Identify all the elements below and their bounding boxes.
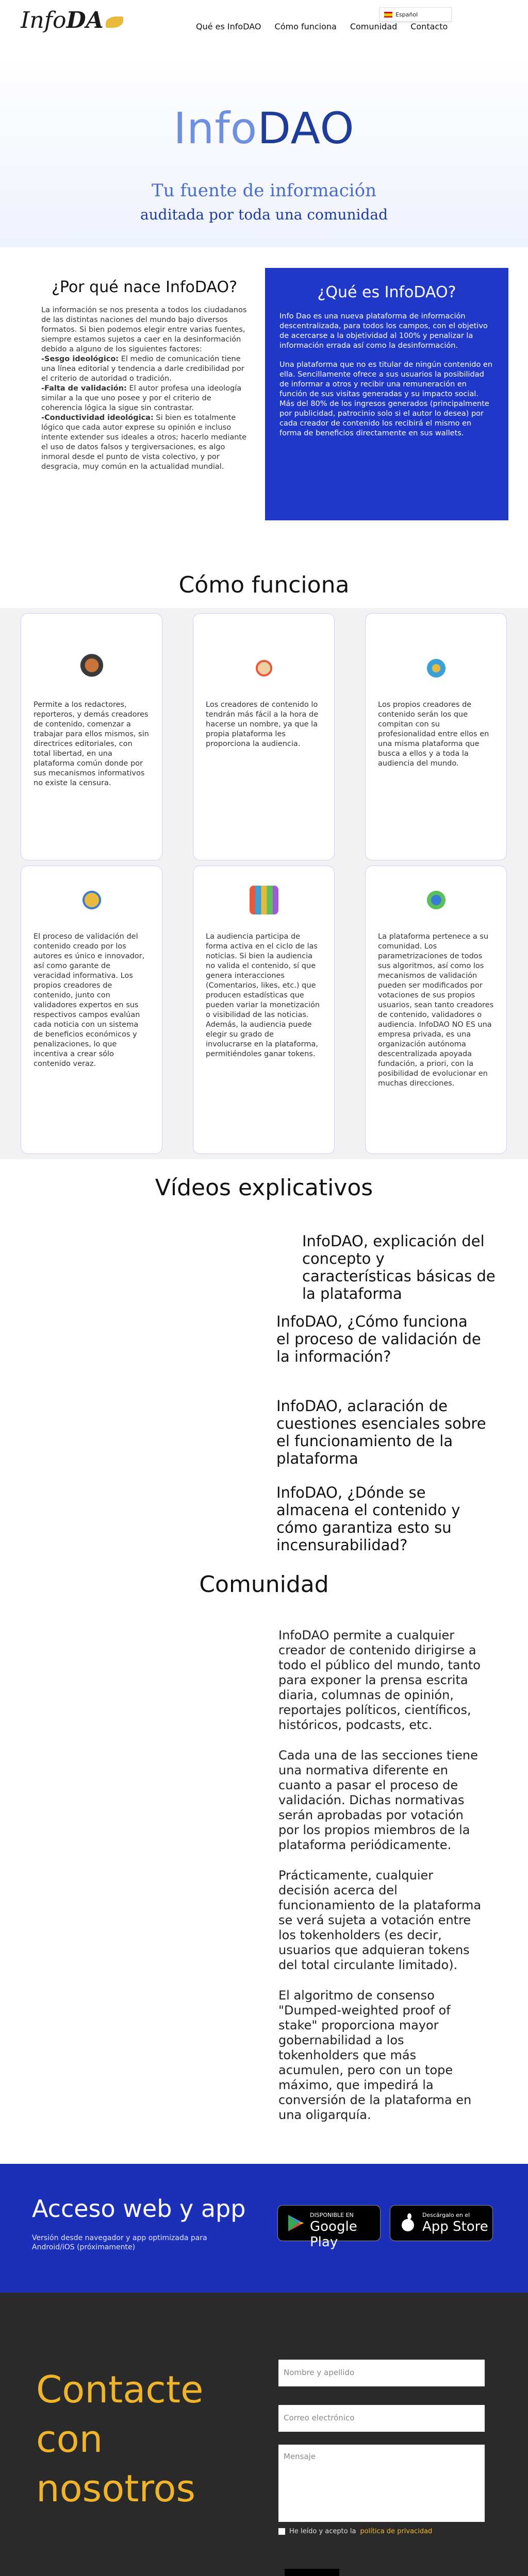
hero-title-dao: DAO	[257, 103, 355, 154]
message-input[interactable]: Mensaje	[278, 2445, 485, 2522]
why-factor-2	[41, 384, 248, 413]
factor-2-head: -Falta de validación:	[41, 384, 127, 393]
contact-title-line-1: Contacte	[36, 2368, 204, 2411]
network-icon	[422, 654, 451, 683]
community-title: Comunidad	[199, 1571, 329, 1598]
nav-item-que-es[interactable]: Qué es InfoDAO	[196, 22, 261, 31]
community-icon	[422, 886, 451, 914]
video-item-3[interactable]: InfoDAO, aclaración de cuestiones esenciales sobre el funcionamiento de la plataforma	[276, 1397, 486, 1467]
community-paragraph: InfoDAO permite a cualquier creador de contenido dirigirse a todo el público del mundo, tanto para exponer la prensa escrita diaria, columnas de opinión, reportajes políticos, científicos, históricos, podcasts, etc.	[278, 1628, 481, 1732]
community-paragraph: Cada una de las secciones tiene una normativa diferente en cuanto a pasar el proceso de validación. Dichas normativas serán aprobadas por votación por los propios miembros de la plataforma periódicamente.	[278, 1748, 478, 1852]
celebration-icon	[250, 654, 278, 683]
spain-flag-icon	[384, 12, 392, 18]
app-store-label: App Store	[422, 2219, 488, 2234]
logo-text-dao: DA	[66, 7, 104, 33]
google-play-icon	[285, 2213, 306, 2233]
name-input[interactable]: Nombre y apellido	[278, 2360, 485, 2386]
how-card	[21, 866, 162, 1154]
factor-3-text: Si bien es totalmente lógico que cada autor exprese su opinión e incluso intente extender sus ideales a otros; hacerlo mediante el uso de datos falsos y tergiversaciones, es algo inmoral desde el punto de vista colectivo, y por desgracia, muy común en la actualidad mundial.	[41, 414, 247, 471]
header	[0, 0, 528, 52]
why-intro: La información se nos presenta a todos los ciudadanos de las distintas naciones del mundo bajo diversos formatos. Si bien podemos elegir entre varias fuentes, siempre estamos sujetos a caer en la desinformación debido a alguno de los siguientes factores:	[41, 306, 247, 353]
community-paragraph: El algoritmo de consenso "Dumped-weighted proof of stake" proporciona mayor gobernabilidad a los tokenholders que más acumulen, pero con un tope máximo, que impedirá la conversión de la plataforma en una oligarquía.	[278, 1988, 472, 2122]
how-card-text: Permite a los redactores, reporteros, y demás creadores de contenido, comenzar a trabajar para ellos mismos, sin directrices editoriales, con total libertad, en una plataforma común donde por sus mecanismos informativos no existe la censura.	[34, 701, 149, 787]
how-card-text: La plataforma pertenece a su comunidad. Los parametrizaciones de todos sus algoritmos, así como los mecanismos de validación pueden ser modificados por votaciones de sus propios usuarios, sean tanto creadores de contenido, validadores o audiencia. InfoDAO NO ES una empresa privada, es una organización autónoma descentralizada apoyada fundación, a priori, con la posibilidad de evolucionar en muchas direcciones.	[378, 933, 494, 1088]
what-paragraph-1: Info Dao es una nueva plataforma de información descentralizada, para todos los campos, con el objetivo de acercarse a la objetividad al 100% y penalizar la información errada así como la desinformación.	[279, 312, 488, 350]
site-logo[interactable]	[21, 7, 123, 33]
factor-1-head: -Sesgo ideológico:	[41, 355, 119, 363]
community-paragraph: Prácticamente, cualquier decisión acerca del funcionamiento de la plataforma se verá sujeta a votación entre los tokenholders (es decir, usuarios que adquieran tokens del total circulante limitado).	[278, 1868, 482, 1972]
audience-icon	[250, 886, 278, 914]
contact-title	[36, 2365, 253, 2513]
factor-3-head: -Conductividad ideológica:	[41, 414, 154, 422]
bird-logo-icon	[106, 16, 123, 28]
nav-item-contacto[interactable]: Contacto	[410, 22, 448, 31]
why-title: ¿Por qué nace InfoDAO?	[52, 278, 237, 296]
privacy-policy-link[interactable]: política de privacidad	[360, 2528, 433, 2535]
medal-icon	[77, 886, 106, 914]
how-card	[365, 866, 507, 1154]
main-nav	[196, 22, 448, 31]
google-play-small: DISPONIBLE EN	[310, 2212, 354, 2218]
email-input[interactable]: Correo electrónico	[278, 2405, 485, 2432]
video-item-1[interactable]: InfoDAO, explicación del concepto y características básicas de la plataforma	[302, 1232, 496, 1302]
hero-subtitle-1: Tu fuente de información	[151, 180, 377, 201]
privacy-consent	[278, 2528, 432, 2535]
apple-icon	[398, 2213, 418, 2233]
how-title: Cómo funciona	[178, 572, 350, 598]
why-factor-1	[41, 354, 248, 384]
privacy-text: He leído y acepto la	[289, 2528, 356, 2535]
how-card-text: El proceso de validación del contenido creado por los autores es único e innovador, así como garante de veracidad informativa. Los propios creadores de contenido, junto con validadores expertos en sus respectivos campos evalúan cada noticia con un sistema de beneficios económicos y penalizaciones, lo que incentiva a crear sólo contenido veraz.	[34, 933, 145, 1068]
app-store-button[interactable]	[390, 2205, 493, 2241]
community-text	[278, 1628, 485, 2138]
hero-title-info: Info	[173, 103, 258, 154]
video-item-2[interactable]: InfoDAO, ¿Cómo funciona el proceso de validación de la información?	[276, 1313, 481, 1365]
how-card-text: La audiencia participa de forma activa en el ciclo de las noticias. Si bien la audiencia no valida el contenido, sí que genera interacciones (Comentarios, likes, etc.) que producen estadísticas que pueden variar la monetización o visibilidad de las noticias. Además, la audiencia puede elegir su grado de involucrarse en la plataforma, permitiéndoles ganar tokens.	[206, 933, 320, 1058]
language-selector[interactable]	[380, 7, 452, 22]
reporter-icon	[77, 654, 106, 683]
hero-title	[0, 103, 528, 154]
access-title: Acceso web y app	[32, 2195, 246, 2223]
google-play-button[interactable]	[277, 2205, 381, 2250]
contact-title-line-2: con	[36, 2417, 103, 2461]
hero-section	[0, 52, 528, 247]
language-label: Español	[395, 11, 418, 18]
videos-title: Vídeos explicativos	[155, 1175, 373, 1201]
hero-subtitle-2: auditada por toda una comunidad	[140, 206, 388, 223]
google-play-label: Google Play	[310, 2219, 357, 2250]
contact-title-line-3: nosotros	[36, 2467, 196, 2510]
nav-item-como-funciona[interactable]: Cómo funciona	[274, 22, 337, 31]
how-card	[21, 613, 162, 860]
factor-2-text: El autor profesa una ideología similar a la que uno posee y por el criterio de coherencia lógica la sigue sin contrastar.	[41, 384, 242, 412]
what-title: ¿Qué es InfoDAO?	[317, 283, 456, 301]
how-card-text: Los propios creadores de contenido serán los que compitan con su profesionalidad entre ellos en una misma plataforma que busca a ellos y a toda la audiencia del mundo.	[378, 701, 489, 768]
send-button[interactable]	[285, 2569, 339, 2576]
factor-1-text: El medio de comunicación tiene una línea editorial y tendencia a darle credibilidad por el criterio de autoridad o tradición.	[41, 355, 244, 383]
access-section	[0, 2164, 528, 2293]
how-card	[365, 613, 507, 860]
access-text: Versión desde navegador y app optimizada para Android/iOS (próximamente)	[32, 2234, 207, 2251]
what-panel	[265, 268, 508, 520]
what-paragraph-2: Una plataforma que no es titular de ningún contenido en ella. Sencillamente ofrece a sus usuarios la posibilidad de informar a otros y recibir una remuneración en función de sus visitas generadas y su impacto social. Más del 80% de los ingresos generados (principalmente por publicidad, patrocinio solo si el autor lo desea) por cada creador de contenido los recibirá el mismo en forma de beneficios directamente en sus wallets.	[279, 361, 493, 437]
privacy-checkbox[interactable]	[278, 2528, 285, 2535]
logo-text-info: Info	[21, 7, 67, 33]
why-column	[41, 278, 248, 472]
how-card-text: Los creadores de contenido lo tendrán más fácil a la hora de hacerse un nombre, ya que la propia plataforma les proporciona la audiencia.	[206, 701, 319, 748]
contact-section	[0, 2293, 528, 2576]
how-card	[193, 613, 335, 860]
video-item-4[interactable]: InfoDAO, ¿Dónde se almacena el contenido y cómo garantiza esto su incensurabilidad?	[276, 1484, 460, 1554]
why-factor-3	[41, 413, 248, 472]
nav-item-comunidad[interactable]: Comunidad	[350, 22, 398, 31]
how-card	[193, 866, 335, 1154]
app-store-small: Descárgalo en el	[422, 2212, 470, 2218]
